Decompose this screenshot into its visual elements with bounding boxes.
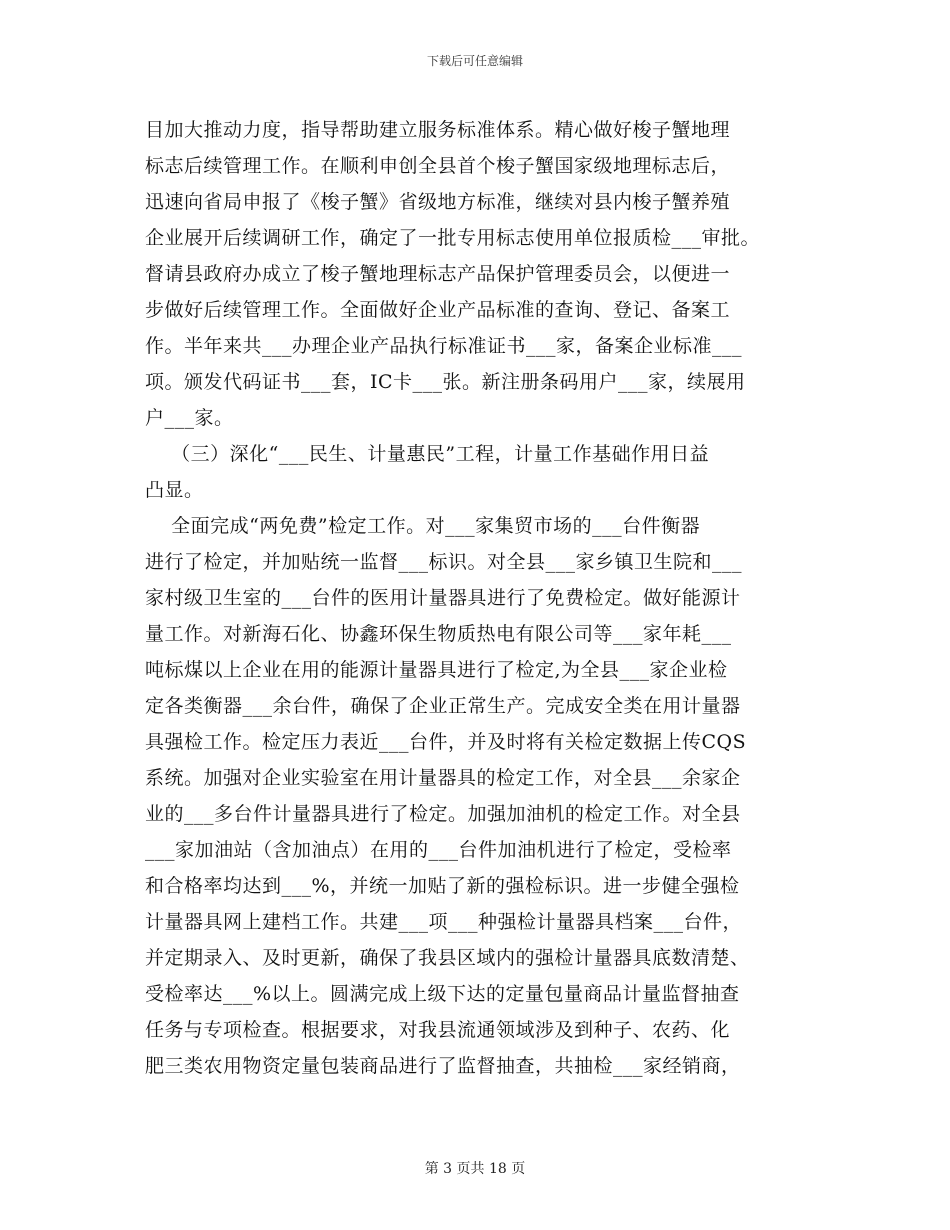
text-line: 并定期录入、及时更新，确保了我县区域内的强检计量器具底数清楚、 — [145, 947, 750, 969]
text-line: 吨标煤以上企业在用的能源计量器具进行了检定,为全县___家企业检 — [145, 659, 728, 681]
text-line: 和合格率均达到___%，并统一加贴了新的强检标识。进一步健全强检 — [145, 875, 740, 897]
text-line: 目加大推动力度，指导帮助建立服务标准体系。精心做好梭子蟹地理 — [145, 119, 731, 141]
text-line: 定各类衡器___余台件，确保了企业正常生产。完成安全类在用计量器 — [145, 695, 741, 717]
text-line: 系统。加强对企业实验室在用计量器具的检定工作，对全县___余家企 — [145, 767, 741, 789]
text-line: 肥三类农用物资定量包装商品进行了监督抽查，共抽检___家经销商， — [145, 1055, 741, 1077]
text-line: 量工作。对新海石化、协鑫环保生物质热电有限公司等___家年耗___ — [145, 623, 732, 645]
text-line: 作。半年来共___办理企业产品执行标准证书___家，备案企业标准___ — [145, 335, 743, 357]
text-line: 项。颁发代码证书___套，IC卡___张。新注册条码用户___家，续展用 — [145, 371, 746, 393]
text-line: 步做好后续管理工作。全面做好企业产品标准的查询、登记、备案工 — [145, 299, 731, 321]
text-line: ___家加油站（含加油点）在用的___台件加油机进行了检定，受检率 — [145, 839, 732, 861]
text-line: 企业展开后续调研工作，确定了一批专用标志使用单位报质检___审批。 — [145, 227, 761, 249]
text-line: 标志后续管理工作。在顺利申创全县首个梭子蟹国家级地理标志后， — [145, 155, 731, 177]
text-line: 具强检工作。检定压力表近___台件，并及时将有关检定数据上传CQS — [145, 731, 747, 753]
page-header-note: 下载后可任意编辑 — [426, 54, 523, 68]
text-line: 业的___多台件计量器具进行了检定。加强加油机的检定工作。对全县 — [145, 803, 741, 825]
text-line: 任务与专项检查。根据要求，对我县流通领域涉及到种子、农药、化 — [145, 1019, 731, 1041]
text-line: 督请县政府办成立了梭子蟹地理标志产品保护管理委员会，以便进一 — [145, 263, 731, 285]
text-line: 家村级卫生室的___台件的医用计量器具进行了免费检定。做好能源计 — [145, 587, 741, 609]
text-line: 受检率达___%以上。圆满完成上级下达的定量包量商品计量监督抽查 — [145, 983, 740, 1005]
section-heading-line: 凸显。 — [145, 479, 204, 501]
text-line: 迅速向省局申报了《梭子蟹》省级地方标准，继续对县内梭子蟹养殖 — [145, 191, 731, 213]
text-line: 户___家。 — [145, 407, 234, 429]
text-line: 进行了检定，并加贴统一监督___标识。对全县___家乡镇卫生院和___ — [145, 551, 743, 573]
document-body — [145, 112, 810, 1084]
text-line: 计量器具网上建档工作。共建___项___种强检计量器具档案___台件， — [145, 911, 743, 933]
page-number: 第 3 页共 18 页 — [424, 1161, 526, 1177]
paragraph-first-line: 全面完成“两免费”检定工作。对___家集贸市场的___台件衡器 — [145, 515, 701, 537]
section-heading-line: （三）深化“___民生、计量惠民”工程，计量工作基础作用日益 — [145, 443, 710, 465]
